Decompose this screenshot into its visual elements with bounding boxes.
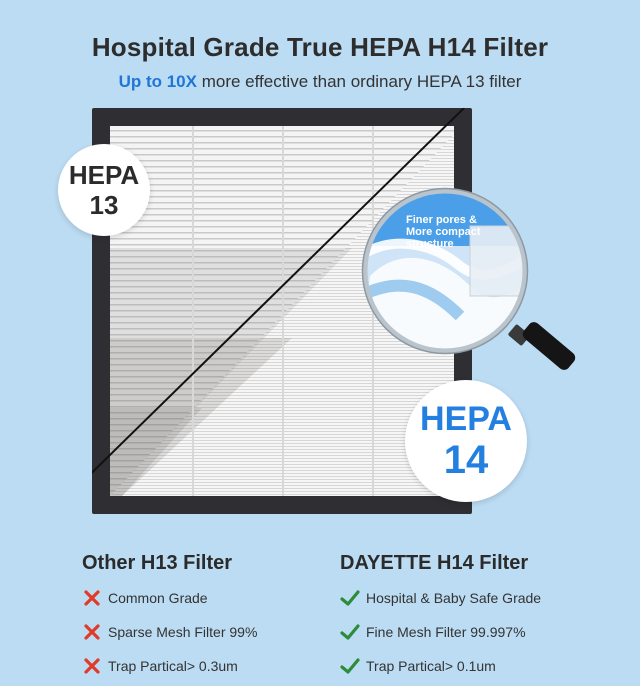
list-item <box>340 621 541 643</box>
cross-icon <box>82 588 102 608</box>
magnifier-note-line3: structure <box>406 238 454 250</box>
cross-icon <box>82 622 102 642</box>
list-item <box>340 587 541 609</box>
magnifier-note-line2: More compact <box>406 226 481 238</box>
subtitle-text: more effective than ordinary HEPA 13 filter <box>196 72 522 91</box>
checkmark-icon <box>340 588 360 608</box>
magnifier-note-line1: Finer pores & <box>406 214 477 226</box>
hepa14-line1: HEPA <box>420 400 512 438</box>
compare-right <box>340 552 541 677</box>
hepa14-badge <box>405 380 527 502</box>
page-subtitle <box>0 72 640 92</box>
hepa13-line1: HEPA <box>68 160 140 190</box>
item-label: Common Grade <box>108 590 208 606</box>
list-item <box>82 621 257 643</box>
item-label: Sparse Mesh Filter 99% <box>108 624 258 640</box>
item-label: Fine Mesh Filter 99.997% <box>366 624 526 640</box>
list-item <box>340 655 541 677</box>
compare-right-heading: DAYETTE H14 Filter <box>340 552 529 574</box>
subtitle-highlight: Up to 10X <box>118 72 197 91</box>
cross-icon <box>82 656 102 676</box>
list-item <box>82 655 257 677</box>
compare-left <box>82 552 257 677</box>
item-label: Trap Partical> 0.1um <box>366 658 496 674</box>
compare-left-heading: Other H13 Filter <box>82 552 233 574</box>
checkmark-icon <box>340 656 360 676</box>
page-title: Hospital Grade True HEPA H14 Filter <box>91 32 549 62</box>
hepa14-line2: 14 <box>443 438 489 482</box>
hepa13-line2: 13 <box>89 190 119 220</box>
checkmark-icon <box>340 622 360 642</box>
magnifier-note <box>406 214 506 250</box>
item-label: Trap Partical> 0.3um <box>108 658 238 674</box>
item-label: Hospital & Baby Safe Grade <box>366 590 542 606</box>
hepa13-badge <box>58 144 150 236</box>
list-item <box>82 587 257 609</box>
